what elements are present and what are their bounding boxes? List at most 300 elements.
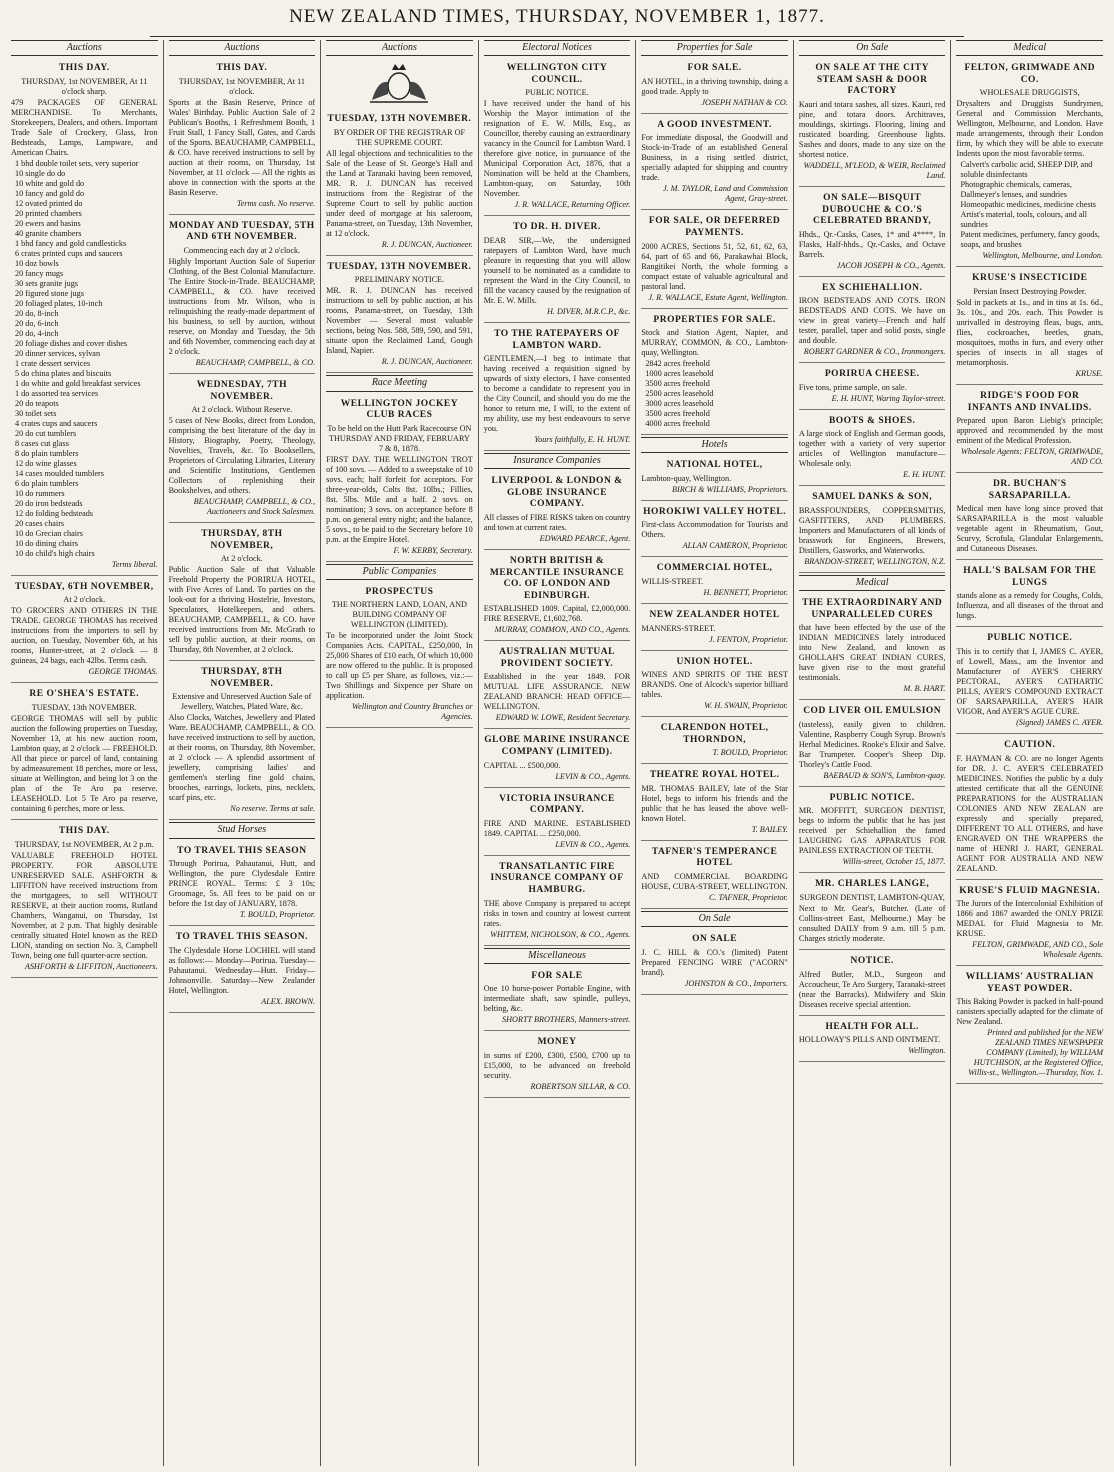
ad-list-item: 12 do wine glasses (15, 458, 77, 468)
advertisement (484, 1033, 631, 1098)
advertisement (956, 736, 1103, 880)
ad-subtitle: WHOLESALE DRUGGISTS, (979, 88, 1080, 98)
ad-body: WINES AND SPIRITS OF THE BEST BRANDS. One of Alcock's superior billiard tables. (641, 670, 788, 700)
ad-body: This is to certify that I, JAMES C. AYER, of Lowell, Mass., am the Inventor and Manufacturer of AYER'S CHERRY PECTORAL, AYER'S CATHARTIC PILLS, AYER'S COMPOUND EXTRACT OF SARSAPARILLA, AYER'S HAIR VIGOR, And AYER'S AGUE CURE. (956, 646, 1104, 716)
ad-list-item: 20 do teapots (15, 398, 59, 408)
ad-title: HALL'S BALSAM FOR THE LUNGS (963, 566, 1097, 588)
ad-signature: JOSEPH NATHAN & CO. (701, 97, 788, 107)
advertisement (641, 843, 788, 909)
ad-signature: BIRCH & WILLIAMS, Proprietors. (671, 484, 788, 494)
ad-title: TO TRAVEL THIS SEASON. (175, 932, 308, 943)
advertisement (641, 311, 788, 436)
ad-item-list (956, 160, 1103, 250)
ad-subtitle: THURSDAY, 1st NOVEMBER, At 11 o'clock. (178, 76, 305, 96)
section-heading: Medical (799, 575, 946, 591)
advertisement (641, 559, 788, 604)
ad-title: FOR SALE. (687, 63, 742, 74)
ad-signature: Printed and published for the NEW ZEALAND TIMES NEWSPAPER COMPANY (Limited), by WILLIAM HUTCHISON, at the Registered Office, Willis-st., Wellington.—Thursday, Nov. 1. (968, 1028, 1104, 1078)
ad-list-item: 30 sets granite jugs (15, 278, 78, 288)
ad-list-item: 30 toilet sets (15, 408, 57, 418)
ad-title: PUBLIC NOTICE. (829, 792, 915, 803)
ad-title: KRUSE'S FLUID MAGNESIA. (959, 885, 1101, 896)
ad-list-item: 1 do assorted tea services (15, 388, 99, 398)
advertisement (169, 928, 316, 1013)
ad-title: TUESDAY, 6TH NOVEMBER, (15, 581, 154, 592)
section-heading: On Sale (641, 911, 788, 927)
ad-list-item: 10 doz bowls (15, 258, 59, 268)
ad-body: THE above Company is prepared to accept risks in town and country at lowest current rates. (483, 898, 631, 928)
ad-signature: J. M. TAYLOR, Land and Commission Agent, Gray-street. (662, 184, 788, 204)
ad-subtitle: At 2 o'clock. (221, 554, 263, 564)
ad-body: Lambton-quay, Wellington. (641, 473, 732, 483)
advertisement (799, 412, 946, 487)
advertisement (641, 116, 788, 211)
ad-signature: LEVIN & CO., Agents. (555, 771, 631, 781)
column-heading: Auctions (169, 40, 316, 56)
ad-title: BOOTS & SHOES. (828, 415, 916, 426)
ad-body: stands alone as a remedy for Coughs, Colds, Influenza, and all diseases of the throat and lungs. (956, 591, 1104, 621)
ad-item-list (641, 359, 788, 429)
ad-signature: ROBERT GARDNER & CO., Ironmongers. (803, 347, 946, 357)
ad-signature: SHORTT BROTHERS, Manners-street. (502, 1015, 631, 1025)
ad-body: GEORGE THOMAS will sell by public auction the following properties on Tuesday, November 13, at his new auction room, Lambton quay, at 2 o'clock — FREEHOLD. All that piece or parcel of land, containing by admeasurement 18 perches, more or less, situate at Wellington, and being lot 3 on the plan of the Te Aro pa reserve. LEASEHOLD. Lot 5 Te Aro pa reserve, containing 6 perches, more or less. (11, 713, 158, 813)
ad-title: TUESDAY, 13TH NOVEMBER. (327, 114, 472, 125)
ad-body: AN HOTEL, in a thriving township, doing a good trade. Apply to (641, 76, 788, 96)
advertisement (169, 59, 316, 215)
ad-body: GENTLEMEN,—I beg to intimate that having received a requisition signed by upwards of sixty electors, I have consented to become a candidate to represent you in the City Council, and should you do me the honor to return me, I will, to the extent of my ability, use my best endeavours to serve you. (483, 354, 631, 434)
ad-signature: C. TAFNER, Proprietor. (708, 893, 788, 903)
ad-title: NORTH BRITISH & MERCANTILE INSURANCE CO. OF LONDON AND EDINBURGH. (489, 556, 625, 601)
ad-body: in sums of £200, £300, £500, £700 up to £15,000, to be advanced on freehold security. (483, 1050, 631, 1080)
ad-signature: (Signed) JAMES C. AYER. (1016, 717, 1104, 727)
advertisement (484, 552, 631, 641)
ad-list-item: Photographic chemicals, cameras, Dallmeyer's lenses, and sundries (960, 180, 1072, 200)
advertisement (169, 663, 316, 820)
column-heading: Electoral Notices (484, 40, 631, 56)
ad-body: Established in the year 1849. FOR MUTUAL LIFE ASSURANCE. NEW ZEALAND BRANCH: HEAD OFFICE—WELLINGTON. (483, 672, 631, 712)
ad-signature: ROBERTSON SILLAR, & CO. (530, 1081, 631, 1091)
ad-list-item: 40 granite chambers (15, 228, 82, 238)
advertisement (799, 702, 946, 787)
section-heading: Race Meeting (326, 375, 473, 391)
ad-body: (tasteless), easily given to children. Valentine, Raspberry Cough Syrup. Brown's Herbal Medicines. Rooke's Elixir and Salve. Bar Trumpeter. Cooper's Sheep Dip. Thorley's Cattle Food. (798, 719, 946, 769)
newspaper-column (950, 40, 1108, 1466)
ad-body: For immediate disposal, the Goodwill and Stock-in-Trade of an established General Business, in a rising settled district, specially adapted for shipping and country trade. (641, 133, 788, 183)
ad-signature: Wellington, Melbourne, and London. (982, 251, 1104, 261)
ad-signature: J. R. WALLACE, Estate Agent, Wellington. (648, 292, 788, 302)
ad-title: THIS DAY. (58, 825, 110, 836)
newspaper-column (478, 40, 636, 1466)
ad-list-item: 10 single do do (15, 168, 66, 178)
ad-subtitle: PRELIMINARY NOTICE. (354, 275, 445, 285)
ad-body: WILLIS-STREET. (641, 577, 704, 586)
ad-signature: Wellington and Country Branches or Agencies. (352, 702, 473, 722)
advertisement (799, 59, 946, 187)
advertisement (11, 578, 158, 684)
advertisement (326, 583, 473, 729)
ad-title: UNION HOTEL. (676, 656, 753, 667)
ad-subtitle: BY ORDER OF THE REGISTRAR OF THE SUPREME COURT. (333, 127, 466, 147)
ad-list-item: 12 ovated printed do (15, 198, 83, 208)
ad-body: 479 PACKAGES OF GENERAL MERCHANDISE. To Merchants, Storekeepers, Dealers, and others. Important Trade Sale of Crockery, Glass, Iron Bedsteads, Lamps, Lampware, and American Chairs. (11, 97, 158, 157)
ad-signature: T. BOULD, Proprietor. (239, 910, 316, 920)
advertisement (169, 525, 316, 661)
advertisement (11, 59, 158, 576)
ad-title: THEATRE ROYAL HOTEL. (649, 770, 780, 781)
ad-body: All legal objections and technicalities to the Sale of the Lease of St. George's Hall and the Land at Taranaki having been removed, MR. R. J. DUNCAN has received instructions from the Registrar of the Supreme Court to sell by public auction under deed of mortgage at his saleroom, Panama-street, on Tuesday, 13th November, at 12 o'clock. (326, 148, 473, 238)
ad-body: that have been effected by the use of the INDIAN MEDICINES lately introduced into New Zealand, and known as GHOLLAH'S GREAT INDIAN CURES, have given rise to the most grateful testimonials. (798, 623, 946, 683)
ad-body: I have received under the hand of his Worship the Mayor intimation of the resignation of E. W. Mills, Esq., as Councillor, thereby causing an extraordinary vacancy in the Council for Lambton Ward. I therefore give notice, in pursuance of the Municipal Corporation Act, 1876, that a Nomination will be held at the Chambers, Lambton-quay, on Saturday, 10th November. (483, 99, 631, 199)
ad-body: A large stock of English and German goods, together with a variety of very superior articles of Wellington manufacture—Wholesale only. (798, 429, 946, 469)
ad-body: MR. R. J. DUNCAN has received instructions to sell by public auction, at his rooms, Panama-street, on Tuesday, 13th November — Several most valuable sections, being Nos. 588, 589, 590, and 591, situate upon the Reclaimed Land, Gough Island, Napier. (326, 286, 473, 356)
ad-title: WELLINGTON JOCKEY CLUB RACES (340, 398, 459, 421)
ad-title: TO THE RATEPAYERS OF LAMBTON WARD. (494, 328, 620, 351)
ad-title: HEALTH FOR ALL. (825, 1021, 919, 1032)
ad-title: PROPERTIES FOR SALE. (653, 314, 776, 325)
ad-title: THURSDAY, 8TH NOVEMBER, (201, 529, 283, 551)
ad-body: FIRST DAY. THE WELLINGTON TROT of 100 sovs. — Added to a sweepstake of 10 sovs. each; half forfeit for acceptors. For three-year-olds, Colts 8st. 10lbs.; Fillies, 8st. 5lbs. Mile and a half. 2 sovs. on nomination; 3 sovs. on acceptance before 8 p.m. on general entry night; and the balance, 5 sovs., to be paid to the Secretary before 10 p.m. at the Empire Hotel. (326, 454, 473, 544)
ad-list-item: 10 white and gold do (15, 178, 85, 188)
ad-body: Next to Mr. Gear's, Butcher. (Late of Collins-street East, Melbourne.) May be consulted DAILY from 9 a.m. till 5 p.m. Charges strictly moderate. (798, 904, 946, 944)
ad-list-item: 3500 acres freehold (645, 379, 710, 389)
advertisement (956, 629, 1103, 734)
ad-body: 5 cases of New Books, direct from London, comprising the best literature of the day in History, Biography, Poetry, Theology, Novelties, Travels, &c. To Booksellers, Proprietors of Circulating Libraries, Literary and Scientific Institutions, Gentlemen Collectors of replenishing their Bookshelves, and others. (168, 416, 316, 496)
ad-title: SAMUEL DANKS & SON, (812, 492, 933, 503)
ad-title: FELTON, GRIMWADE AND CO. (964, 63, 1096, 85)
ad-title: THE EXTRAORDINARY AND UNPARALLELED CURES (802, 598, 943, 620)
ad-signature: BEAUCHAMP, CAMPBELL, & CO., Auctioneers and Stock Salesmen. (193, 497, 316, 517)
advertisement (956, 882, 1103, 967)
ad-title: A GOOD INVESTMENT. (657, 119, 772, 130)
ad-title: GLOBE MARINE INSURANCE COMPANY (LIMITED). (484, 735, 630, 758)
ad-subtitle: SURGEON DENTIST, LAMBTON-QUAY, (799, 893, 945, 903)
column-heading: Auctions (11, 40, 158, 56)
ad-body: This Baking Powder is packed in half-pound canisters specially adapted for the climate of New Zealand. (956, 997, 1104, 1027)
section-heading: Insurance Companies (484, 453, 631, 469)
ad-title: CAUTION. (1004, 739, 1056, 750)
advertisement (956, 387, 1103, 473)
ad-title: FOR SALE (531, 970, 583, 981)
advertisement (956, 968, 1103, 1084)
ad-title: THIS DAY. (216, 63, 268, 74)
ad-list-item: 10 do dining chairs (15, 538, 78, 548)
advertisement (641, 606, 788, 651)
section-heading: Public Companies (326, 564, 473, 580)
ad-list-item: 2500 acres leasehold (645, 389, 714, 399)
ad-title: NOTICE. (850, 956, 894, 967)
advertisement (484, 643, 631, 729)
ad-title: MONEY (537, 1037, 577, 1048)
ad-list-item: 20 do, 8-inch (15, 308, 59, 318)
advertisement (641, 930, 788, 995)
ad-signature: EDWARD W. LOWE, Resident Secretary. (495, 713, 631, 723)
ad-signature: W. H. SWAIN, Proprietor. (704, 701, 788, 711)
column-heading: Medical (956, 40, 1103, 56)
ad-subtitle: To be held on the Hutt Park Racecourse ON THURSDAY AND FRIDAY, FEBRUARY 7 & 8, 1878. (327, 423, 472, 453)
column-heading: On Sale (799, 40, 946, 56)
advertisement (799, 952, 946, 1016)
ad-signature: WHITTEM, NICHOLSON, & CO., Agents. (490, 929, 631, 939)
ad-subtitle: At 2 o'clock. Without Reserve. (191, 405, 293, 415)
ad-list-item: 1 bhd double toilet sets, very superior (15, 158, 139, 168)
columns-container (6, 40, 1108, 1466)
royal-crest-icon (364, 60, 434, 106)
ad-signature: E. H. HUNT. (903, 470, 946, 480)
ad-signature: Wholesale Agents: FELTON, GRIMWADE, AND CO. (961, 447, 1104, 467)
ad-body: Highly Important Auction Sale of Superior Clothing, of the Best Colonial Manufacture. The Entire Stock-in-Trade. BEAUCHAMP, CAMPBELL, & CO. have received instructions from Mr. Wilson, who is relinquishing the ready-made department of his business, to sell by auction, without reserve, on Monday and Tuesday, the 5th and 6th November, commencing each day at 2 o'clock. (168, 256, 316, 356)
newspaper-column (320, 40, 478, 1466)
ad-body: Sports at the Basin Reserve, Prince of Wales' Birthday. Public Auction Sale of 2 Publican's Booths, 1 Refreshment Booth, 1 Fruit Stall, 1 Fancy Stall, Gates, and Cards of the Sports. BEAUCHAMP, CAMPBELL, & CO. have received instructions to sell by auction at their rooms, on Thursday, 1st November, at 11 o'clock — All the rights as above in connection with the sports at the Basin Reserve. (168, 97, 316, 197)
ad-list-item: 20 do iron bedsteads (15, 498, 83, 508)
advertisement (799, 1018, 946, 1063)
newspaper-column (635, 40, 793, 1466)
ad-list-item: 8 do plain tumblers (15, 448, 79, 458)
ad-body: Stock and Station Agent, Napier, and MURRAY, COMMON, & CO., Lambton-quay, Wellington. (641, 328, 788, 358)
ad-body: BRASSFOUNDERS, COPPERSMITHS, GASFITTERS, AND PLUMBERS. Importers and Manufacturers of all kinds of brasswork for Engineers, Brewers, Distillers, Gasworks, and Waterworks. (798, 505, 946, 555)
ad-list-item: Calvert's carbolic acid, SHEEP DIP, and soluble disinfectants (960, 160, 1093, 180)
ad-title: COMMERCIAL HOTEL, (656, 563, 773, 574)
ad-body: The Jurors of the Intercolonial Exhibition of 1866 and 1867 awarded the ONLY PRIZE MEDAL for Fluid Magnesia to Mr. KRUSE. (956, 899, 1104, 939)
ad-body: CAPITAL ... £500,000. (483, 760, 561, 770)
ad-list-item: 1 bhd fancy and gold candlesticks (15, 238, 127, 248)
ad-list-item: 14 cases moulded tumblers (15, 468, 104, 478)
ad-list-item: 3500 acres freehold (645, 409, 710, 419)
ad-signature: R. J. DUNCAN, Auctioneer. (381, 357, 473, 367)
ad-title: PROSPECTUS (365, 586, 434, 597)
ad-title: RE O'SHEA'S ESTATE. (29, 689, 140, 700)
ad-list-item: 20 do cut tumblers (15, 428, 77, 438)
ad-body: The Clydesdale Horse LOCHIEL will stand as follows:— Monday—Porirua. Tuesday—Pahautanui. Wednesday—Hutt. Friday—Johnsonville. Saturday—New Zealander Hotel, Wellington. (168, 945, 316, 995)
ad-title: CLARENDON HOTEL, THORNDON, (660, 723, 769, 745)
ad-list-item: 20 cases chairs (15, 518, 65, 528)
advertisement (484, 59, 631, 216)
section-heading: Hotels (641, 437, 788, 453)
advertisement (326, 110, 473, 256)
advertisement (641, 653, 788, 718)
ad-title: ON SALE—BISQUIT DUBOUCHE & CO.'S CELEBRATED BRANDY, (813, 192, 932, 227)
ad-body: MR. MOFFITT, SURGEON DENTIST, begs to inform the public that he has just received per Schiehallion the famed LAUGHING GAS APPARATUS FOR PAINLESS EXTRACTION OF TEETH. (798, 806, 946, 856)
ad-signature: BAEBAUD & SON'S, Lambton-quay. (823, 770, 946, 780)
ad-signature: Yours faithfully, E. H. HUNT. (534, 435, 631, 445)
ad-signature: M. B. HART. (903, 684, 946, 694)
ad-title: TO DR. H. DIVER. (513, 222, 601, 233)
ad-title: THIS DAY. (58, 63, 110, 74)
advertisement (799, 365, 946, 410)
advertisement (799, 279, 946, 364)
ad-title: RIDGE'S FOOD FOR INFANTS AND INVALIDS. (967, 390, 1092, 413)
ad-body: VALUABLE FREEHOLD HOTEL PROPERTY. FOR ABSOLUTE UNRESERVED SALE. ASHFORTH & LIFFITON have received instructions from the mortgagees, to sell WITHOUT RESERVE, at their auction rooms, Rutland Chambers, Wanganui, on Thursday, 1st November, at 2 p.m. That highly desirable centrally situated Hotel known as the RED LION, standing on section No. 3, Campbell Town, being one full quarter-acre section. (11, 850, 158, 960)
ad-signature: F. W. KERBY, Secretary. (393, 545, 473, 555)
ad-body: Kauri and totara sashes, all sizes. Kauri, red pine, and totara doors. Architraves, mouldings, skirtings. Flooring, lining and rusticated boarding. Greenhouse lights. Sashes and doors, made to any size on the shortest notice. (798, 99, 946, 159)
ad-title: WEDNESDAY, 7TH NOVEMBER. (196, 379, 287, 402)
ad-signature: GEORGE THOMAS. (88, 667, 158, 677)
ad-subtitle: PUBLIC NOTICE. (525, 88, 589, 98)
advertisement (799, 189, 946, 277)
ad-signature: Willis-street, October 15, 1877. (842, 857, 946, 867)
ad-title: TAFNER'S TEMPERANCE HOTEL (651, 846, 778, 869)
ad-subtitle: Extensive and Unreserved Auction Sale of Jewellery, Watches, Plated Ware, &c. (172, 692, 312, 712)
ad-body: MANNERS-STREET. (641, 623, 716, 633)
ad-signature: MURRAY, COMMON, AND CO., Agents. (494, 625, 631, 635)
advertisement (326, 395, 473, 562)
ad-title: MR. CHARLES LANGE, (815, 879, 930, 890)
ad-list-item: Artist's material, tools, colours, and all sundries (960, 210, 1088, 230)
ad-list-item: 20 fancy mugs (15, 268, 64, 278)
masthead: NEW ZEALAND TIMES, THURSDAY, NOVEMBER 1, 1877. (289, 6, 825, 27)
ad-body: Alfred Butler, M.D., Surgeon and Accoucheur, Te Aro Surgery, Taranaki-street (near the Barracks). Midwifery and Skin Diseases receive special attention. (798, 969, 946, 1009)
newspaper-column (163, 40, 321, 1466)
ad-signature: BEAUCHAMP, CAMPBELL, & CO. (195, 357, 316, 367)
ad-body: Prepared upon Baron Liebig's principle; approved and recommended by the most eminent of the Medical Profession. (956, 416, 1104, 446)
ad-list-item: 10 do Grecian chairs (15, 528, 83, 538)
ad-body: AND COMMERCIAL BOARDING HOUSE, CUBA-STREET, WELLINGTON. (641, 872, 788, 892)
advertisement (956, 562, 1103, 627)
ad-body: Hhds., Qr.-Casks, Cases, 1* and 4****, In Flasks, Half-hhds., Qr.-Casks, and Octave Barrels. (798, 229, 946, 259)
ad-subtitle: TUESDAY, 13th NOVEMBER. (31, 702, 137, 712)
ad-signature: H. BENNETT, Proprietor. (703, 588, 788, 597)
ad-list-item: 20 foliaged plates, 10-inch (15, 298, 103, 308)
section-heading: Stud Horses (169, 822, 316, 838)
ad-signature: ASHFORTH & LIFFITON, Auctioneers. (24, 961, 158, 971)
advertisement (956, 475, 1103, 560)
ad-body: First-class Accommodation for Tourists and Others. (641, 520, 788, 540)
ad-title: COD LIVER OIL EMULSION (803, 706, 942, 717)
column-heading: Auctions (326, 40, 473, 56)
ad-body: TO GROCERS AND OTHERS IN THE TRADE. GEORGE THOMAS has received instructions from the importers to sell by auction, on Tuesday, November 6th, at his rooms, Hunter-street, at 2 o'clock — 8 guineas, 24 bags, each 42lbs. Terms cash. (11, 606, 158, 666)
ad-list-item: 20 dinner services, sylvan (15, 348, 101, 358)
ad-title: TO TRAVEL THIS SEASON (177, 845, 307, 856)
masthead-rule (150, 36, 964, 37)
advertisement (484, 790, 631, 856)
ad-list-item: 10 do rummers (15, 488, 65, 498)
ad-title: VICTORIA INSURANCE COMPANY. (499, 793, 615, 816)
ad-body: HOLLOWAY'S PILLS AND OINTMENT. (798, 1035, 941, 1045)
ad-list-item: 2842 acres freehold (645, 359, 710, 369)
ad-list-item: 20 ewers and basins (15, 218, 81, 228)
ad-signature: FELTON, GRIMWADE, AND CO., Sole Wholesale Agents. (972, 940, 1104, 960)
ad-body: Public Auction Sale of that Valuable Freehold Property the PORIRUA HOTEL, with Five Acres of Land. To parties on the look-out for a thriving Hostelrie, Investors, Speculators, Hotelkeepers, and others. BEAUCHAMP, CAMPBELL, & CO. have received instructions from Mr. McGrath to sell by public auction, at their rooms, on Thursday, 8th November, at 2 o'clock. (168, 565, 316, 655)
ad-list-item: 20 do, 6-inch (15, 318, 59, 328)
ad-signature: No reserve. Terms at sale. (230, 804, 316, 814)
advertisement (484, 218, 631, 323)
ad-list-item: 6 crates printed cups and saucers (15, 248, 123, 258)
ad-body: One 10 horse-power Portable Engine, with intermediate shaft, saw spindle, pulleys, belting, &c. (483, 984, 631, 1014)
ad-subtitle: THURSDAY, 1st NOVEMBER, At 11 o'clock sharp. (21, 76, 148, 96)
ad-title: KRUSE'S INSECTICIDE (972, 273, 1088, 284)
ad-list-item: 20 do, 4-inch (15, 328, 59, 338)
ad-subtitle: At 2 o'clock. (63, 595, 106, 605)
ad-body: Sold in packets at 1s., and in tins at 1s. 6d., 3s. 10s., and 20s. each. This Powder is unrivalled in destroying fleas, bugs, ants, flies, cockroaches, beetles, gnats, mosquitoes, moths in furs, and every other species of insects in all stages of metamorphosis. (956, 297, 1104, 367)
ad-title: DR. BUCHAN'S SARSAPARILLA. (988, 479, 1071, 501)
advertisement (799, 875, 946, 950)
advertisement (11, 685, 158, 820)
ad-list-item: 1000 acres leasehold (645, 369, 714, 379)
ad-signature: ALEX. BROWN. (261, 996, 316, 1006)
ad-title: ON SALE (692, 934, 738, 945)
advertisement (641, 719, 788, 764)
ad-title: MONDAY AND TUESDAY, 5TH AND 6TH NOVEMBER. (169, 220, 315, 243)
ad-signature: T. BOULD, Proprietor. (712, 748, 788, 758)
ad-list-item: 4 crates cups and saucers (15, 418, 98, 428)
ad-body: DEAR SIR,—We, the undersigned ratepayers of Lambton Ward, have much pleasure in requesting that you will allow yourself to be nominated as a candidate to represent the Ward in the City Council, to fill the vacancy caused by the resignation of Mr. E. W. Mills. (483, 235, 631, 305)
ad-body: IRON BEDSTEADS AND COTS. IRON BEDSTEADS AND COTS. We have on view in great variety—French and half tester, parallel, taper and solid posts, single and double. (798, 296, 946, 346)
ad-signature: Wellington. (908, 1046, 946, 1056)
advertisement (641, 456, 788, 501)
ad-item-list (11, 159, 158, 559)
advertisement (484, 472, 631, 550)
ad-signature: R. J. DUNCAN, Auctioneer. (381, 239, 473, 249)
advertisement (169, 842, 316, 927)
ad-title: LIVERPOOL & LONDON & GLOBE INSURANCE COMPANY. (491, 476, 623, 510)
ad-signature: EDWARD PEARCE, Agent. (539, 534, 631, 543)
ad-title: AUSTRALIAN MUTUAL PROVIDENT SOCIETY. (499, 647, 615, 669)
ad-subtitle: THURSDAY, 1st NOVEMBER, At 2 p.m. (14, 839, 154, 849)
ad-body: Through Porirua, Pahautanui, Hutt, and Wellington, the pure Clydesdale Entire PRINCE ROYAL. Terms: £ 3 10s; Groomage, 5s. All fees to be paid on or before the 1st day of JANUARY, 1878. (168, 859, 316, 909)
advertisement (484, 325, 631, 451)
advertisement (799, 594, 946, 700)
ad-list-item: Patent medicines, perfumery, fancy goods, soaps, and brushes (960, 230, 1100, 250)
ad-body: MR. THOMAS BAILEY, late of the Star Hotel, begs to inform his friends and the public that he has leased the above well-known Hotel. (641, 783, 788, 823)
newspaper-column (793, 40, 951, 1466)
ad-title: PUBLIC NOTICE. (987, 633, 1073, 644)
ad-title: WILLIAMS' AUSTRALIAN YEAST POWDER. (965, 972, 1094, 994)
advertisement (799, 789, 946, 874)
ad-signature: H. DIVER, M.R.C.P., &c. (547, 306, 631, 316)
ad-body: F. HAYMAN & CO. are no longer Agents for DR. J. C. AYER'S CELEBRATED MEDICINES. Notifies the public by a duly attested certificate that all the GENUINE PREPARATIONS for the AUSTRALIAN COLONIES AND NEW ZEALAN are expressly and specially prepared, DIFFERENT TO ALL OTHERS, and have ENGRAVED ON THE WRAPPERS the name of HENRI J. HART, GENERAL AGENT FOR AUSTRALIA AND NEW ZEALAND. (956, 753, 1104, 873)
ad-signature: JOHNSTON & CO., Importers. (684, 978, 788, 988)
ad-list-item: 3000 acres leasehold (645, 399, 714, 409)
advertisement (11, 822, 158, 978)
advertisement (956, 59, 1103, 267)
advertisement (641, 503, 788, 558)
ad-list-item: 5 do china plates and biscuits (15, 368, 112, 378)
advertisement (326, 258, 473, 374)
ad-list-item: 20 figured stone jugs (15, 288, 84, 298)
ad-body: J. C. HILL & CO.'s (limited) Patent Prepared FENCING WIRE ("ACORN" brand). (641, 947, 788, 977)
ad-body: Drysalters and Druggists Sundrymen, General and Commission Merchants, Wellington, Melbourne, and London. Have made arrangements, through their London firm, by which they will be able to execute Indents upon the most favorable terms. (956, 99, 1104, 159)
ad-list-item: 8 cases cut glass (15, 438, 69, 448)
ad-body: To be incorporated under the Joint Stock Companies Acts. CAPITAL, £250,000, In 25,000 Shares of £10 each, Of which 10,000 are now offered to the public. It is proposed to call up £5 per Share, as follows, viz.:—Two Shillings and Sixpence per Share on application. (326, 631, 473, 701)
ad-body: FIRE AND MARINE. ESTABLISHED 1849. CAPITAL ... £250,000. (483, 818, 631, 838)
ad-signature: KRUSE. (1075, 368, 1104, 378)
ad-list-item: 10 do child's high chairs (15, 548, 95, 558)
advertisement (484, 967, 631, 1032)
ad-signature: WADDELL, M'LEOD, & WEIR, Reclaimed Land. (803, 160, 946, 180)
advertisement (169, 217, 316, 374)
ad-body: 2000 ACRES, Sections 51, 52, 61, 62, 63, 64, part of 65 and 66, Parakawhai Block, Rangitikei North, the whole forming a compact estate of valuable agricultural and pastoral land. (641, 241, 788, 291)
advertisement (484, 731, 631, 787)
ad-signature: T. BAILEY. (751, 824, 788, 834)
ad-signature: ALLAN CAMERON, Proprietor. (682, 541, 788, 551)
ad-title: THURSDAY, 8TH NOVEMBER. (201, 667, 283, 689)
ad-list-item: 20 printed chambers (15, 208, 82, 218)
ad-title: ON SALE AT THE CITY STEAM SASH & DOOR FACTORY (815, 63, 929, 97)
ad-list-item: 6 do plain tumblers (15, 478, 79, 488)
ad-title: PORIRUA CHEESE. (824, 369, 920, 380)
ad-list-item: Homeopathic medicines, medicine chests (960, 200, 1096, 210)
ad-signature: Terms liberal. (111, 559, 158, 569)
ad-signature: JACOB JOSEPH & CO., Agents. (836, 260, 946, 270)
ad-list-item: 1 crate dessert services (15, 358, 91, 368)
ad-title: NEW ZEALANDER HOTEL (649, 610, 780, 620)
ad-title: TUESDAY, 13TH NOVEMBER. (327, 261, 472, 272)
ad-body: All classes of FIRE RISKS taken on country and town at current rates. (483, 513, 631, 532)
ad-list-item: 10 fancy and gold do (15, 188, 85, 198)
ad-signature: J. FENTON, Proprietor. (708, 634, 788, 644)
ad-title: HOROKIWI VALLEY HOTEL. (643, 506, 787, 517)
ad-subtitle: THE NORTHERN LAND, LOAN, AND BUILDING COMPANY OF WELLINGTON (LIMITED). (331, 600, 467, 630)
advertisement (641, 212, 788, 308)
